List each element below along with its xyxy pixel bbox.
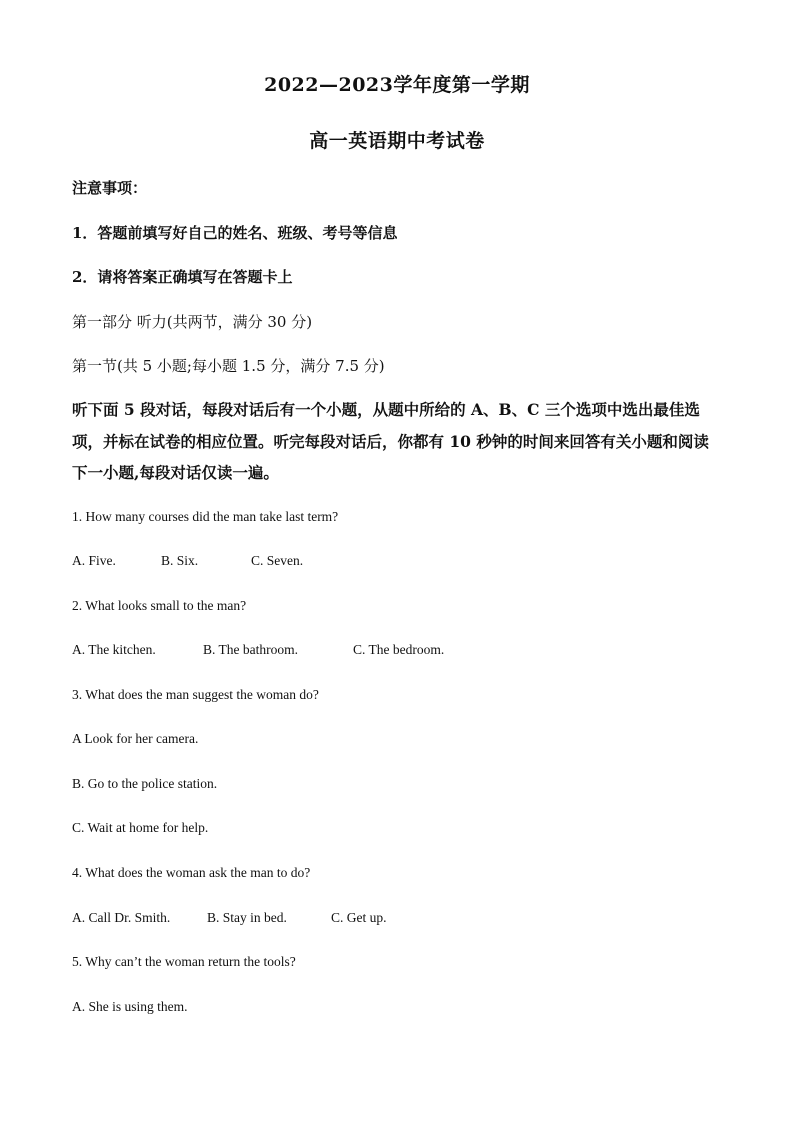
question-5-stem: 5. Why can’t the woman return the tools? — [72, 954, 296, 969]
question-3-stem: 3. What does the man suggest the woman do? — [72, 687, 319, 702]
notes-heading: 注意事项： — [72, 179, 148, 197]
question-1-option-c: C. Seven. — [251, 553, 304, 568]
question-1-option-b: B. Six. — [161, 553, 199, 568]
listening-instructions: 听下面 5 段对话，每段对话后有一个小题，从题中所给的 A、B、C 三个选项中选出最佳选项，并标在试卷的相应位置。听完每段对话后，你都有 10 秒钟的时间来回答有关小题和阅读下一小题,每段对话仅读一遍。 — [72, 400, 709, 482]
part1-heading: 第一部分 听力(共两节，满分 30 分) — [72, 313, 313, 331]
question-4-option-a: A. Call Dr. Smith. — [72, 910, 171, 925]
question-1-stem: 1. How many courses did the man take last term? — [72, 509, 339, 524]
question-4-option-b: B. Stay in bed. — [207, 910, 287, 925]
question-2-stem: 2. What looks small to the man? — [72, 598, 247, 613]
notes-item-2: 2．请将答案正确填写在答题卡上 — [72, 268, 293, 286]
question-3-option-b: B. Go to the police station. — [72, 776, 218, 791]
question-4-stem: 4. What does the woman ask the man to do? — [72, 865, 311, 880]
exam-subject-title: 高一英语期中考试卷 — [309, 130, 485, 152]
question-3-option-c: C. Wait at home for help. — [72, 820, 209, 835]
question-3-option-a: A Look for her camera. — [72, 731, 199, 746]
question-4-option-c: C. Get up. — [331, 910, 387, 925]
section1-heading: 第一节(共 5 小题;每小题 1.5 分，满分 7.5 分) — [72, 357, 385, 375]
notes-item-1: 1．答题前填写好自己的姓名、班级、考号等信息 — [72, 224, 398, 242]
question-2-option-a: A. The kitchen. — [72, 642, 156, 657]
question-1-option-a: A. Five. — [72, 553, 116, 568]
exam-term-title: 2022—2023学年度第一学期 — [264, 74, 530, 96]
question-2-option-c: C. The bedroom. — [353, 642, 445, 657]
question-5-option-a: A. She is using them. — [72, 999, 188, 1014]
question-2-option-b: B. The bathroom. — [203, 642, 298, 657]
